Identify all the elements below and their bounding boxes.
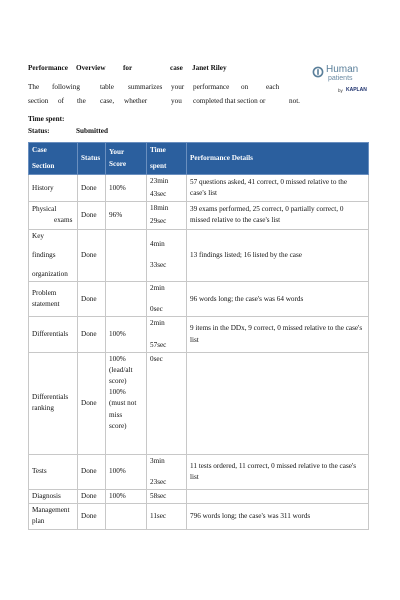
performance-details-cell: [187, 454, 369, 489]
time-spent-cell-line: 2min: [150, 319, 165, 328]
score-cell: [106, 352, 147, 454]
time-spent-cell: [147, 490, 187, 504]
status-cell: [78, 490, 106, 504]
status-value: Submitted: [76, 127, 108, 135]
score-cell-line: (must not: [109, 399, 137, 408]
score-cell: [106, 504, 147, 529]
time-spent-cell-line: 0sec: [150, 305, 163, 314]
score-cell: [106, 175, 147, 202]
table-body: [29, 175, 369, 530]
logo-brand-bottom: patients: [328, 75, 353, 82]
header-performance-details: Performance Details: [187, 143, 369, 175]
score-cell-line: 100%: [109, 492, 126, 501]
intro-word: table: [100, 83, 114, 91]
time-spent-cell-line: 29sec: [150, 217, 167, 226]
case-section-cell-line: exams: [54, 216, 73, 225]
intro-word: of: [58, 97, 64, 105]
title-word: Performance: [28, 64, 68, 72]
time-spent-cell-line: 11sec: [150, 511, 167, 520]
status-cell: [78, 175, 106, 202]
case-section-cell-line: Tests: [32, 467, 47, 476]
case-section-cell-line: Key: [32, 231, 44, 240]
status-cell-line: Done: [81, 183, 97, 192]
intro-word: The: [28, 83, 40, 91]
performance-details-cell: [187, 490, 369, 504]
performance-details-cell-line: 96 words long; the case's was 64 words: [190, 294, 304, 303]
score-cell-line: 100%: [109, 354, 126, 363]
case-section-cell: [29, 490, 78, 504]
intro-word: completed that section or: [193, 97, 266, 105]
score-cell: [106, 229, 147, 281]
time-spent-cell-line: 23min: [150, 177, 169, 185]
status-cell-line: Done: [81, 467, 97, 476]
header-time-spent: Time spent: [147, 143, 187, 175]
performance-details-cell: [187, 175, 369, 202]
intro-word: your: [171, 83, 185, 91]
time-spent-cell-line: 33sec: [150, 261, 167, 270]
header-case-section: Case Section: [29, 143, 78, 175]
case-section-cell: [29, 175, 78, 202]
time-spent-cell-line: 2min: [150, 284, 165, 293]
performance-details-cell: [187, 504, 369, 529]
intro-word: each: [266, 83, 280, 91]
case-section-cell-line: plan: [32, 517, 45, 526]
patient-name: Janet Riley: [192, 64, 227, 72]
score-cell: [106, 282, 147, 317]
status-cell-line: Done: [81, 492, 97, 501]
time-spent-cell-line: 18min: [150, 204, 169, 213]
performance-details-cell: [187, 282, 369, 317]
time-spent-cell: [147, 175, 187, 202]
table-row: [29, 352, 369, 454]
score-cell: [106, 490, 147, 504]
score-cell-line: score): [109, 377, 127, 386]
performance-details-cell-line: 57 questions asked, 41 correct, 0 missed relative to the case's list: [190, 178, 348, 198]
human-patients-logo: [308, 62, 378, 96]
table-row: [29, 504, 369, 529]
table-header-row: [29, 143, 369, 175]
case-section-cell-line: Management: [32, 506, 70, 515]
logo-by: by: [338, 88, 343, 93]
performance-details-cell-line: 9 items in the DDx, 9 correct, 0 missed relative to the case's list: [190, 324, 363, 344]
case-section-cell: [29, 504, 78, 529]
score-cell-line: 96%: [109, 210, 123, 219]
intro-word: the: [77, 97, 86, 105]
performance-details-cell: [187, 229, 369, 281]
intro-word: following: [52, 83, 80, 91]
status-cell: [78, 229, 106, 281]
status-cell: [78, 317, 106, 352]
case-section-cell-line: Differentials: [32, 329, 69, 338]
table-row: [29, 490, 369, 504]
table-row: [29, 454, 369, 489]
intro-word: on: [241, 83, 249, 91]
case-section-cell: [29, 282, 78, 317]
status-row: [28, 127, 108, 135]
score-cell: [106, 317, 147, 352]
score-cell-line: miss: [109, 410, 123, 419]
score-cell-line: score): [109, 421, 127, 430]
performance-details-cell: [187, 317, 369, 352]
score-cell: [106, 454, 147, 489]
logo-kaplan: KAPLAN: [346, 87, 367, 93]
table-row: [29, 175, 369, 202]
status-cell: [78, 504, 106, 529]
intro-word: whether: [124, 97, 148, 105]
table-row: [29, 317, 369, 352]
case-section-cell: [29, 317, 78, 352]
score-cell-line: 100%: [109, 388, 126, 397]
title-word: case: [170, 64, 183, 72]
case-section-cell-line: organization: [32, 269, 68, 278]
status-cell: [78, 454, 106, 489]
status-label: Status:: [28, 127, 50, 135]
case-section-cell: [29, 454, 78, 489]
performance-details-cell: [187, 202, 369, 229]
case-section-cell-line: ranking: [32, 404, 54, 413]
performance-table: [28, 142, 369, 530]
time-spent-cell-line: 4min: [150, 240, 165, 249]
performance-details-cell-line: 11 tests ordered, 11 correct, 0 missed relative to the case's list: [190, 461, 357, 481]
score-cell-line: 100%: [109, 329, 126, 338]
score-cell: [106, 202, 147, 229]
status-cell-line: Done: [81, 250, 97, 259]
intro-word: case,: [100, 97, 115, 105]
table-row: [29, 202, 369, 229]
table-row: [29, 229, 369, 281]
time-spent-cell-line: 58sec: [150, 492, 167, 501]
case-section-cell: [29, 202, 78, 229]
table-row: [29, 282, 369, 317]
time-spent-cell-line: 23sec: [150, 477, 167, 486]
time-spent-cell-line: 0sec: [150, 354, 163, 363]
status-cell-line: Done: [81, 210, 97, 219]
performance-details-cell-line: 13 findings listed; 16 listed by the case: [190, 250, 302, 259]
case-section-cell: [29, 352, 78, 454]
case-section-cell-line: Diagnosis: [32, 492, 61, 501]
header-score: Your Score: [106, 143, 147, 175]
status-cell: [78, 282, 106, 317]
case-section-cell: [29, 229, 78, 281]
case-section-cell-line: findings: [32, 250, 56, 259]
score-cell-line: 100%: [109, 467, 126, 476]
status-cell-line: Done: [81, 398, 97, 407]
score-cell-line: 100%: [109, 183, 126, 192]
status-cell: [78, 202, 106, 229]
time-spent-cell: [147, 317, 187, 352]
time-spent-cell: [147, 202, 187, 229]
time-spent-cell-line: 3min: [150, 456, 165, 465]
status-cell: [78, 352, 106, 454]
performance-details-cell-line: 39 exams performed, 25 correct, 0 partially correct, 0 missed relative to the case's list: [190, 205, 344, 225]
header-status: Status: [78, 143, 106, 175]
time-spent-cell: [147, 454, 187, 489]
performance-details-cell-line: 796 words long; the case's was 311 words: [190, 511, 311, 520]
title-word: Overview: [76, 64, 106, 72]
time-spent-cell: [147, 282, 187, 317]
case-section-cell-line: Problem: [32, 289, 57, 298]
performance-details-cell: [187, 352, 369, 454]
intro-word: section: [28, 97, 49, 105]
title-word: for: [123, 64, 133, 72]
status-cell-line: Done: [81, 511, 97, 520]
case-section-cell-line: Physical: [32, 205, 57, 214]
time-spent-cell: [147, 229, 187, 281]
time-spent-cell: [147, 352, 187, 454]
case-section-cell-line: statement: [32, 300, 60, 309]
logo-ring-icon: [312, 66, 324, 78]
status-cell-line: Done: [81, 294, 97, 303]
intro-word: you: [171, 97, 182, 105]
time-spent-cell-line: 43sec: [150, 190, 167, 199]
intro-word: performance: [193, 83, 230, 91]
time-spent-cell-line: 57sec: [150, 340, 167, 349]
intro-word: not.: [289, 97, 300, 105]
case-section-cell-line: History: [32, 183, 54, 192]
time-spent-cell: [147, 504, 187, 529]
score-cell-line: (lead/alt: [109, 365, 133, 374]
logo-brand-top: Human: [326, 64, 359, 75]
status-cell-line: Done: [81, 329, 97, 338]
case-section-cell-line: Differentials: [32, 393, 69, 402]
intro-word: summarizes: [128, 83, 163, 91]
time-spent-label: Time spent:: [28, 115, 65, 123]
